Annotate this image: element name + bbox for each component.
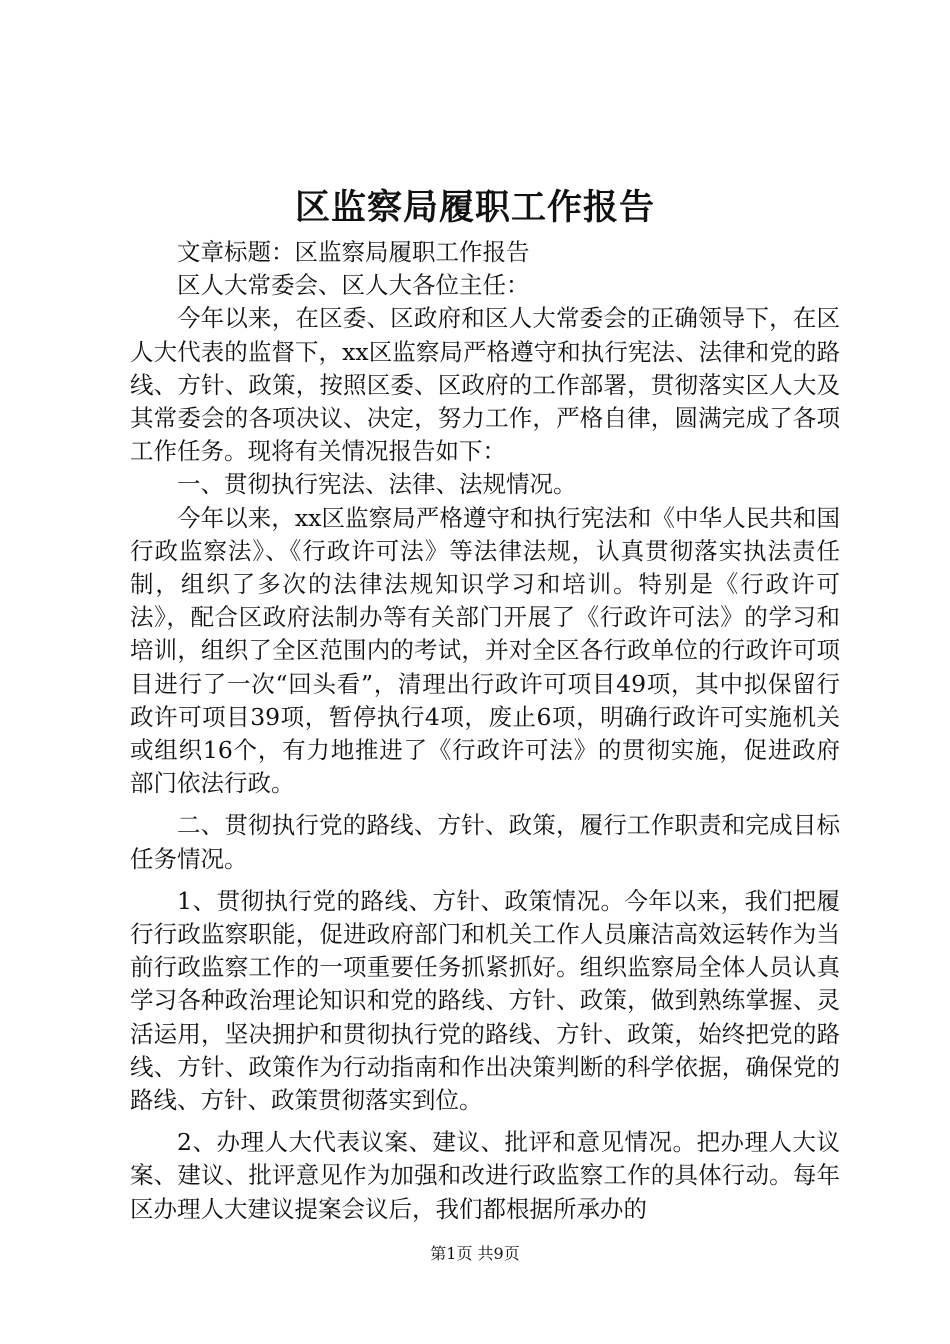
intro-paragraph: 今年以来，在区委、区政府和区人大常委会的正确领导下，在区人大代表的监督下，xx区监察局严格遵守和执行宪法、法律和党的路线、方针、政策，按照区委、区政府的工作部署，贯彻落实区人大及其常委会的各项决议、决定，努力工作，严格自律，圆满完成了各项工作任务。现将有关情况报告如下： [130,304,840,466]
page-number-footer: 第1页 共9页 [430,1244,520,1263]
document-title: 区监察局履职工作报告 [294,187,655,228]
section-heading-1: 一、贯彻执行宪法、法律、法规情况。 [177,470,577,499]
salutation: 区人大常委会、区人大各位主任： [177,271,530,300]
article-title-line: 文章标题：区监察局履职工作报告 [177,238,530,266]
document-body [130,236,840,1226]
section-heading-2: 二、贯彻执行党的路线、方针、政策，履行工作职责和完成目标任务情况。 [130,811,840,873]
subsection-2-paragraph: 2、办理人大代表议案、建议、批评和意见情况。把办理人大议案、建议、批评意见作为加强和改进行政监察工作的具体行动。每年区办理人大建议提案会议后，我们都根据所承办的 [130,1128,840,1223]
section-1-paragraph: 今年以来，xx区监察局严格遵守和执行宪法和《中华人民共和国行政监察法》、《行政许可法》等法律法规，认真贯彻落实执法责任制，组织了多次的法律法规知识学习和培训。特别是《行政许可法》，配合区政府法制办等有关部门开展了《行政许可法》的学习和培训，组织了全区范围内的考试，并对全区各行政单位的行政许可项目进行了一次“回头看”，清理出行政许可项目49项，其中拟保留行政许可项目39项，暂停执行4项，废止6项，明确行政许可实施机关或组织16个，有力地推进了《行政许可法》的贯彻实施，促进政府部门依法行政。 [130,503,840,798]
subsection-1-paragraph: 1、贯彻执行党的路线、方针、政策情况。今年以来，我们把履行行政监察职能，促进政府部门和机关工作人员廉洁高效运转作为当前行政监察工作的一项重要任务抓紧抓好。组织监察局全体人员认真学习各种政治理论知识和党的路线、方针、政策，做到熟练掌握、灵活运用，坚决拥护和贯彻执行党的路线、方针、政策，始终把党的路线、方针、政策作为行动指南和作出决策判断的科学依据，确保党的路线、方针、政策贯彻落实到位。 [130,886,840,1115]
